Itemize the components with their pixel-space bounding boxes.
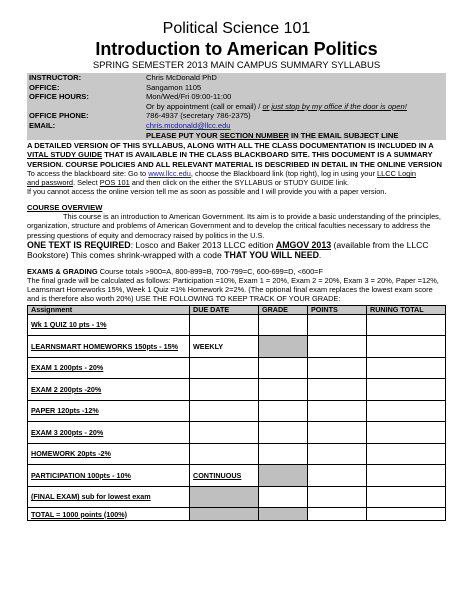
course-overview-text: This course is an introduction to American Government. Its aim is to provide a basic understanding of the principles, organization, structure and problems of American Government and to develop the critical faculties necessary to address the pressing questions of equity and democracy raised by politics in the U.S. bbox=[27, 212, 441, 240]
email-notice: PLEASE PUT YOUR SECTION NUMBER IN THE EMAIL SUBJECT LINE bbox=[146, 130, 399, 140]
phone-label: OFFICE PHONE: bbox=[29, 111, 89, 121]
instructor-value: Chris McDonald PhD bbox=[146, 73, 217, 82]
table-row: TOTAL = 1000 points (100%) bbox=[28, 508, 446, 521]
table-row: HOMEWORK 20pts -2% bbox=[28, 443, 446, 465]
course-overview-heading: COURSE OVERVIEW bbox=[27, 202, 103, 212]
llcc-website-link[interactable]: www.llcc.edu bbox=[148, 169, 191, 179]
table-row: PAPER 120pts -12% bbox=[28, 400, 446, 422]
col-assignment: Assignment bbox=[28, 305, 190, 314]
course-title: Introduction to American Politics bbox=[95, 39, 378, 59]
course-code: Political Science 101 bbox=[162, 20, 311, 37]
email-label: EMAIL: bbox=[29, 120, 56, 130]
table-row: Wk 1 QUIZ 10 pts - 1% bbox=[28, 314, 446, 336]
detailed-version-notice: A DETAILED VERSION OF THIS SYLLABUS, ALONG WITH ALL THE CLASS DOCUMENTATION IS INCLUDED IN A VITAL STUDY GUIDE THAT IS AVAILABLE IN THE CLASS BLACKBOARD SITE. THIS DOCUMENT IS A SUMMARY VERSION. COURSE POLICIES AND ALL RELEVANT MATERIAL IS DESCRIBED IN DETAIL IN THE ONLINE VERSION bbox=[27, 141, 443, 169]
table-row: (FINAL EXAM) sub for lowest exam bbox=[28, 486, 446, 508]
phone-value: 786-4937 (secretary 786-2375) bbox=[146, 111, 251, 121]
required-text: ONE TEXT IS REQUIRED: Losco and Baker 2013 LLCC edition AMGOV 2013 (available from the LLCC Bookstore) This comes shrink-wrapped with a code THAT YOU WILL NEED. bbox=[27, 239, 429, 261]
hours-note: Or by appointment (call or email) / or just stop by my office if the door is open! bbox=[146, 101, 407, 111]
grade-table-header bbox=[28, 305, 446, 314]
email-link[interactable]: chris.mcdonald@llcc.edu bbox=[146, 120, 231, 130]
office-label: OFFICE: bbox=[29, 82, 60, 92]
table-row: LEARNSMART HOMEWORKS 150pts - 15% WEEKLY bbox=[28, 336, 446, 358]
col-points: POINTS bbox=[308, 305, 367, 314]
table-row: PARTICIPATION 100pts - 10% CONTINUOUS bbox=[28, 465, 446, 487]
hours-value: Mon/Wed/Fri 09:00-11:00 bbox=[146, 92, 232, 102]
blackboard-access-text: To access the blackboard site: Go to www.llcc.edu, choose the Blackboard link (top right), log in using your LLCC Login and password. Select POS 101 and then click on the either the SYLLABUS or STUDY GUIDE link. If you cannot access the online version tell me as soon as possible and I will provide you with a paper version. bbox=[27, 169, 417, 197]
office-value: Sangamon 1105 bbox=[146, 82, 202, 92]
grading-text: EXAMS & GRADING Course totals >900=A, 800-899=B, 700-799=C, 600-699=D, <600=F The final grade will be calculated as follows: Participation =10%, Exam 1 = 20%, Exam 2 = 20%, Exam 3 = 20%, Paper =12%, Learnsmart Homeworks 15%, Week 1 Quiz =1% Homework 2=2%. (The optional final exam replaces the lowest exam score and is therefore also worth 20%) USE THE FOLLOWING TO KEEP TRACK OF YOUR GRADE: bbox=[27, 266, 439, 304]
table-row: EXAM 1 200pts - 20% bbox=[28, 357, 446, 379]
table-row: EXAM 3 200pts - 20% bbox=[28, 422, 446, 444]
col-running-total: RUNING TOTAL bbox=[367, 305, 446, 314]
table-row: EXAM 2 200pts -20% bbox=[28, 379, 446, 401]
instructor-label: INSTRUCTOR: bbox=[29, 73, 82, 82]
col-grade: GRADE bbox=[259, 305, 308, 314]
hours-label: OFFICE HOURS: bbox=[29, 92, 89, 102]
col-due-date: DUE DATE bbox=[190, 305, 259, 314]
grade-tracking-table bbox=[27, 305, 446, 522]
instructor-info-table bbox=[27, 73, 446, 140]
grading-heading: EXAMS & GRADING bbox=[27, 266, 98, 276]
semester-line: SPRING SEMESTER 2013 MAIN CAMPUS SUMMARY SYLLABUS bbox=[92, 60, 381, 71]
